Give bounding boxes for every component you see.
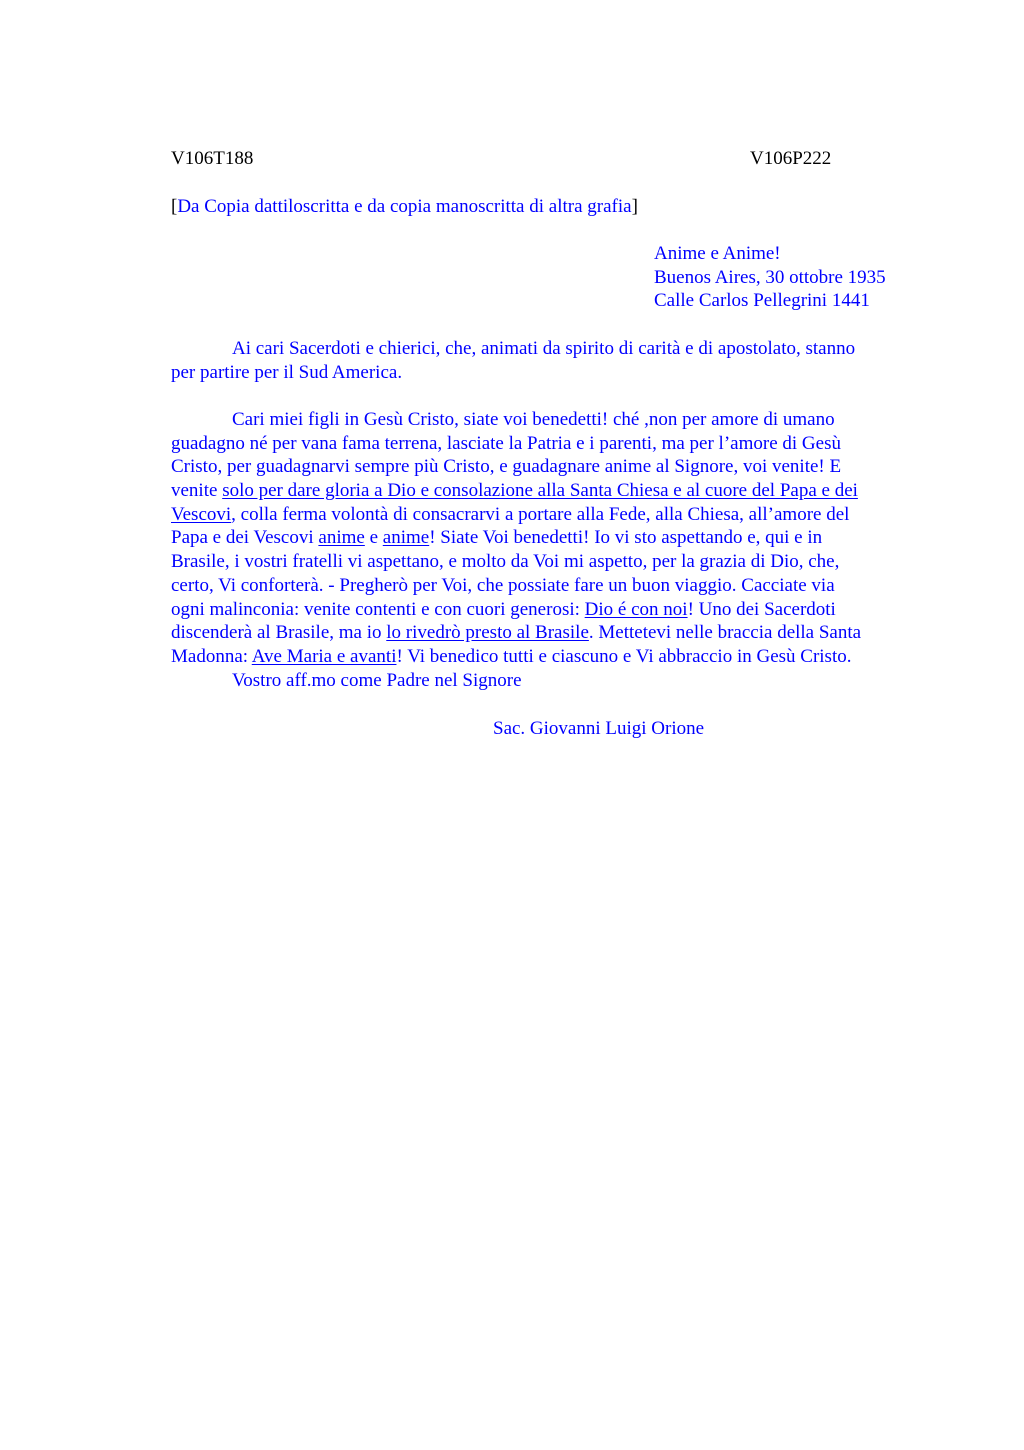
document-code-right: V106P222	[750, 148, 832, 169]
body-text: . Mettetevi nelle braccia della Santa	[588, 622, 862, 644]
body-line: certo, Vi conforterà. - Pregherò per Voi, che possiate fare un buon viaggio. Cacciate via	[171, 574, 835, 596]
source-note-close-bracket: ]	[631, 196, 638, 217]
body-line: Cari miei figli in Gesù Cristo, siate voi benedetti! ché ,non per amore di umano	[232, 409, 835, 430]
letter-body	[171, 408, 931, 692]
underlined-text: Vescovi	[171, 503, 232, 525]
document-code-left: V106T188	[171, 148, 254, 169]
source-note-open-bracket: [	[171, 196, 178, 217]
source-note	[171, 195, 638, 219]
letter-title: Anime e Anime!	[654, 243, 781, 264]
body-text: venite	[171, 480, 223, 502]
body-line	[171, 526, 931, 550]
letter-address: Calle Carlos Pellegrini 1441	[654, 290, 870, 312]
body-text: Madonna:	[171, 645, 252, 667]
body-line	[171, 598, 931, 622]
body-text: e	[364, 527, 383, 549]
addressee-line: Ai cari Sacerdoti e chierici, che, animati da spirito di carità e di apostolato, stanno	[232, 338, 856, 359]
addressee-line: per partire per il Sud America.	[171, 361, 403, 383]
body-line: guadagno né per vana fama terrena, lasciate la Patria e i parenti, ma per l’amore di Gesù	[171, 432, 841, 454]
letter-place-date: Buenos Aires, 30 ottobre 1935	[654, 266, 886, 288]
body-line	[171, 479, 931, 503]
body-line: Brasile, i vostri fratelli vi aspettano, e molto da Voi mi aspetto, per la grazia di Dio, che,	[171, 551, 840, 573]
underlined-text: Dio é con noi	[584, 598, 688, 620]
underlined-text: anime	[382, 527, 430, 549]
source-note-text: Da Copia dattiloscritta e da copia manoscritta di altra grafia	[177, 196, 632, 217]
body-text: ogni malinconia: venite contenti e con cuori generosi:	[171, 598, 585, 620]
underlined-text: anime	[318, 527, 365, 549]
body-text: , colla ferma volontà di consacrarvi a portare alla Fede, alla Chiesa, all’amore del	[231, 503, 850, 525]
body-line	[171, 621, 931, 645]
letter-heading	[654, 242, 886, 313]
body-line: Cristo, per guadagnarvi sempre più Cristo, e guadagnare anime al Signore, voi venite! E	[171, 456, 842, 478]
body-text: ! Uno dei Sacerdoti	[687, 598, 836, 620]
addressee-paragraph	[171, 337, 931, 384]
signature: Sac. Giovanni Luigi Orione	[493, 718, 705, 739]
underlined-text: solo per dare gloria a Dio e consolazione alla Santa Chiesa e al cuore del Papa e dei	[222, 480, 858, 502]
body-text: discenderà al Brasile, ma io	[171, 622, 387, 644]
body-line	[171, 503, 931, 527]
body-text: ! Vi benedico tutti e ciascuno e Vi abbraccio in Gesù Cristo.	[396, 645, 852, 667]
closing-line: Vostro aff.mo come Padre nel Signore	[232, 669, 522, 691]
body-text: ! Siate Voi benedetti! Io vi sto aspettando e, qui e in	[429, 527, 823, 549]
underlined-text: lo rivedrò presto al Brasile	[386, 622, 589, 644]
body-line	[171, 645, 931, 669]
underlined-text: Ave Maria e avanti	[251, 645, 397, 667]
body-text: Papa e dei Vescovi	[171, 527, 319, 549]
